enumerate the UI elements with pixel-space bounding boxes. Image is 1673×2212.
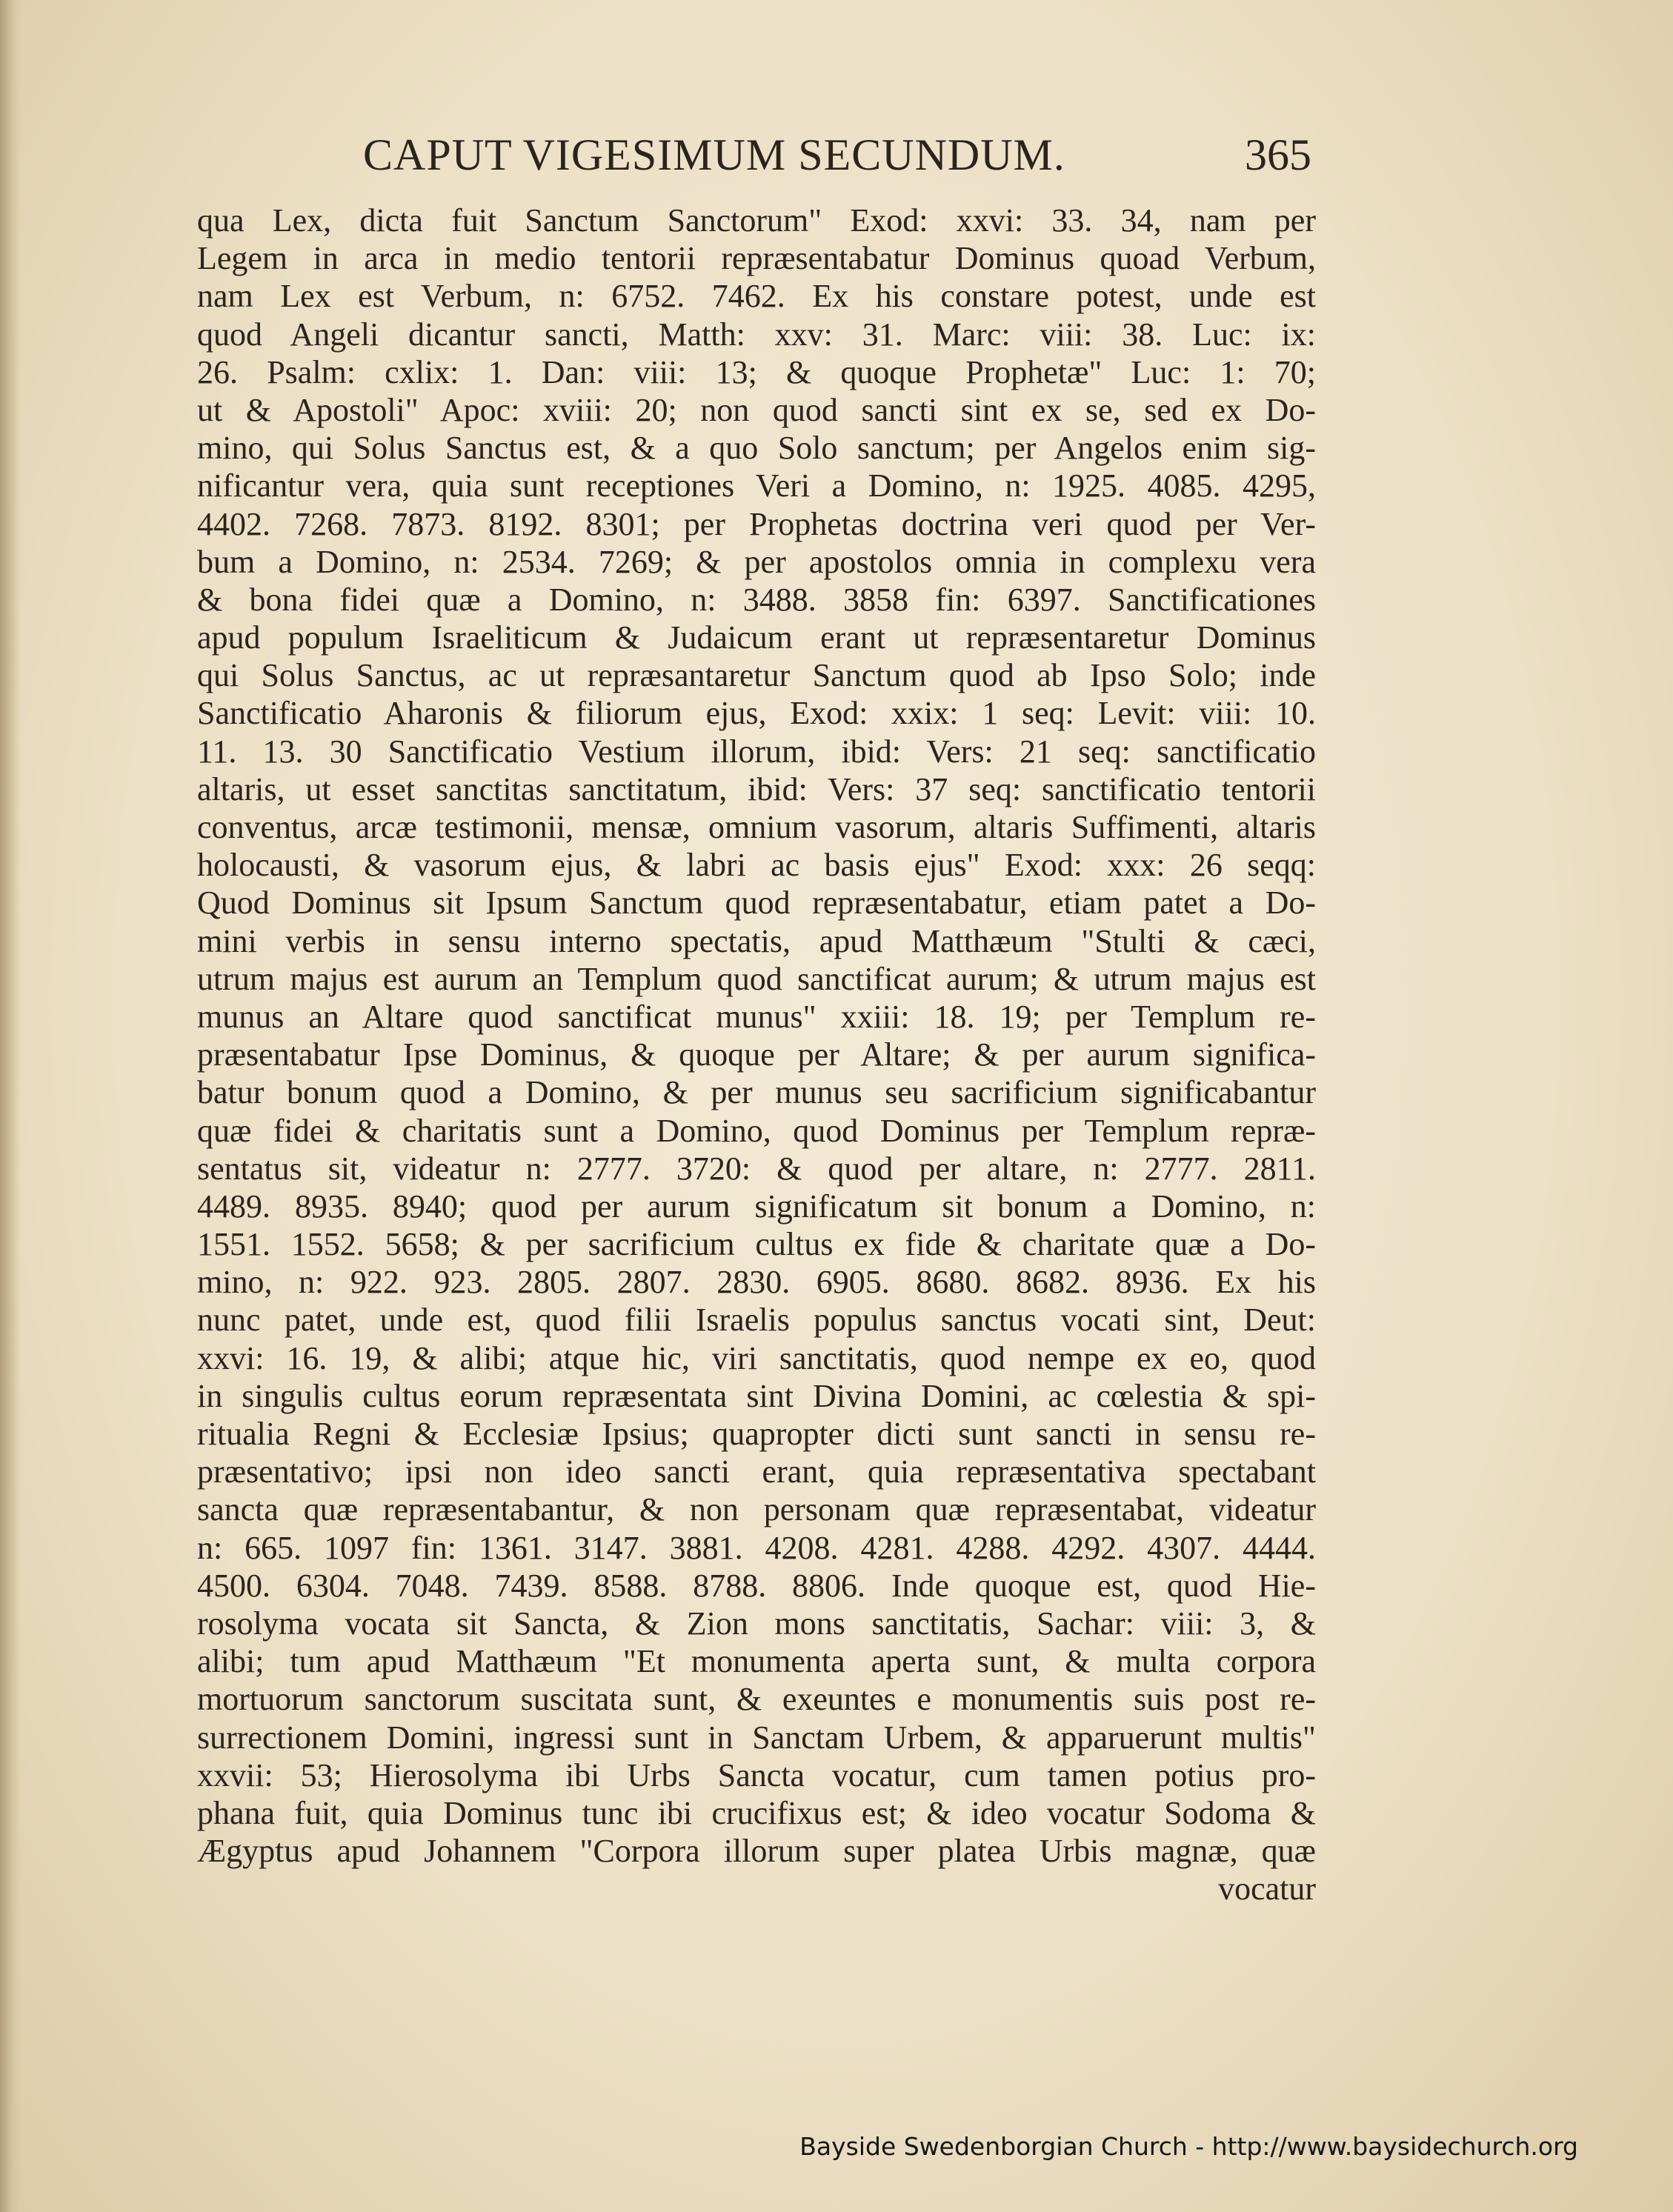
text-line: apud populum Israeliticum & Judaicum erant ut repræsentaretur Dominus: [197, 619, 1316, 656]
text-line: 1551. 1552. 5658; & per sacrificium cultus ex fide & charitate quæ a Do-: [197, 1226, 1316, 1263]
text-line: mini verbis in sensu interno spectatis, apud Matthæum "Stulti & cæci,: [197, 922, 1316, 959]
text-line: quod Angeli dicantur sancti, Matth: xxv: 31. Marc: viii: 38. Luc: ix:: [197, 316, 1316, 353]
page-number: 365: [1245, 130, 1311, 179]
text-line: mortuorum sanctorum suscitata sunt, & exeuntes e monumentis suis post re-: [197, 1681, 1316, 1718]
text-line: nificantur vera, quia sunt receptiones Veri a Domino, n: 1925. 4085. 4295,: [197, 467, 1316, 504]
text-line: 4500. 6304. 7048. 7439. 8588. 8788. 8806. Inde quoque est, quod Hie-: [197, 1567, 1316, 1604]
text-line: in singulis cultus eorum repræsentata sint Divina Domini, ac cœlestia & spi-: [197, 1377, 1316, 1414]
text-line: sentatus sit, videatur n: 2777. 3720: & quod per altare, n: 2777. 2811.: [197, 1150, 1316, 1187]
text-line: Sanctificatio Aharonis & filiorum ejus, Exod: xxix: 1 seq: Levit: viii: 10.: [197, 695, 1316, 732]
text-line: n: 665. 1097 fin: 1361. 3147. 3881. 4208. 4281. 4288. 4292. 4307. 4444.: [197, 1529, 1316, 1566]
text-line: rosolyma vocata sit Sancta, & Zion mons sanctitatis, Sachar: viii: 3, &: [197, 1605, 1316, 1642]
text-line: bum a Domino, n: 2534. 7269; & per apostolos omnia in complexu vera: [197, 543, 1316, 580]
text-line: 26. Psalm: cxlix: 1. Dan: viii: 13; & quoque Prophetæ" Luc: 1: 70;: [197, 353, 1316, 390]
text-line: quæ fidei & charitatis sunt a Domino, quod Dominus per Templum repræ-: [197, 1112, 1316, 1149]
text-line: & bona fidei quæ a Domino, n: 3488. 3858 fin: 6397. Sanctificationes: [197, 581, 1316, 618]
running-header: [363, 130, 1311, 196]
text-line: sancta quæ repræsentabantur, & non personam quæ repræsentabat, videatur: [197, 1491, 1316, 1528]
text-line: xxvii: 53; Hierosolyma ibi Urbs Sancta vocatur, cum tamen potius pro-: [197, 1756, 1316, 1793]
text-line: mino, qui Solus Sanctus est, & a quo Solo sanctum; per Angelos enim sig-: [197, 430, 1316, 467]
text-line: altaris, ut esset sanctitas sanctitatum, ibid: Vers: 37 seq: sanctificatio tentorii: [197, 770, 1316, 807]
text-line: conventus, arcæ testimonii, mensæ, omnium vasorum, altaris Suffimenti, altaris: [197, 809, 1316, 845]
text-line: alibi; tum apud Matthæum "Et monumenta aperta sunt, & multa corpora: [197, 1643, 1316, 1680]
text-line: holocausti, & vasorum ejus, & labri ac basis ejus" Exod: xxx: 26 seqq:: [197, 847, 1316, 884]
text-line: mino, n: 922. 923. 2805. 2807. 2830. 6905. 8680. 8682. 8936. Ex his: [197, 1264, 1316, 1301]
text-line: utrum majus est aurum an Templum quod sanctificat aurum; & utrum majus est: [197, 960, 1316, 997]
text-line: qui Solus Sanctus, ac ut repræsantaretur Sanctum quod ab Ipso Solo; inde: [197, 657, 1316, 694]
binding-shadow: [0, 0, 21, 2212]
text-line: phana fuit, quia Dominus tunc ibi crucifixus est; & ideo vocatur Sodoma &: [197, 1794, 1316, 1831]
text-line: xxvi: 16. 19, & alibi; atque hic, viri sanctitatis, quod nempe ex eo, quod: [197, 1339, 1316, 1376]
footer-credit: Bayside Swedenborgian Church - http://www.baysidechurch.org: [799, 2132, 1578, 2161]
text-line: ritualia Regni & Ecclesiæ Ipsius; quapropter dicti sunt sancti in sensu re-: [197, 1416, 1316, 1452]
text-line: 11. 13. 30 Sanctificatio Vestium illorum, ibid: Vers: 21 seq: sanctificatio: [197, 733, 1316, 770]
body-text: [197, 201, 1316, 1908]
text-line: nunc patet, unde est, quod filii Israelis populus sanctus vocati sint, Deut:: [197, 1302, 1316, 1339]
text-line: vocatur: [1218, 1870, 1316, 1908]
text-line: batur bonum quod a Domino, & per munus seu sacrificium significabantur: [197, 1074, 1316, 1111]
text-line: munus an Altare quod sanctificat munus" xxiii: 18. 19; per Templum re-: [197, 998, 1316, 1035]
text-line: 4402. 7268. 7873. 8192. 8301; per Prophetas doctrina veri quod per Ver-: [197, 505, 1316, 542]
text-line: nam Lex est Verbum, n: 6752. 7462. Ex his constare potest, unde est: [197, 278, 1316, 315]
text-line: præsentativo; ipsi non ideo sancti erant, quia repræsentativa spectabant: [197, 1453, 1316, 1490]
chapter-title: CAPUT VIGESIMUM SECUNDUM.: [363, 130, 1065, 179]
text-line: qua Lex, dicta fuit Sanctum Sanctorum" Exod: xxvi: 33. 34, nam per: [197, 202, 1316, 239]
text-line: Ægyptus apud Johannem "Corpora illorum super platea Urbis magnæ, quæ: [197, 1833, 1316, 1870]
text-line: præsentabatur Ipse Dominus, & quoque per Altare; & per aurum significa-: [197, 1036, 1316, 1073]
text-line: Legem in arca in medio tentorii repræsentabatur Dominus quoad Verbum,: [197, 240, 1316, 277]
text-line: surrectionem Domini, ingressi sunt in Sanctam Urbem, & apparuerunt multis": [197, 1719, 1316, 1756]
text-line: ut & Apostoli" Apoc: xviii: 20; non quod sancti sint ex se, sed ex Do-: [197, 391, 1316, 428]
text-line: Quod Dominus sit Ipsum Sanctum quod repræsentabatur, etiam patet a Do-: [197, 885, 1316, 922]
text-line: 4489. 8935. 8940; quod per aurum significatum sit bonum a Domino, n:: [197, 1187, 1316, 1225]
